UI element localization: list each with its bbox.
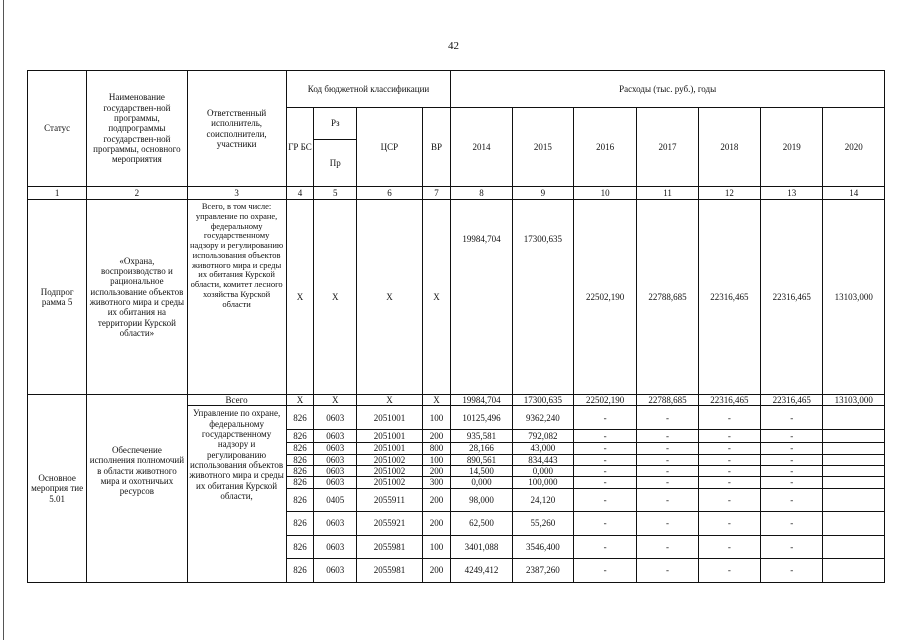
table-cell: 4249,412: [451, 558, 512, 582]
budget-table: [27, 70, 885, 583]
table-cell: 0,000: [512, 466, 573, 477]
table-cell: 100: [422, 406, 451, 430]
table-cell: 98,000: [451, 488, 512, 511]
table-cell: -: [761, 406, 823, 430]
table-cell: -: [761, 511, 823, 535]
table-cell: [823, 558, 885, 582]
header-name: Наименование государствен-ной программы, подпрограммы государствен-ной программы, основного мероприятия: [87, 71, 187, 187]
subprogram-status: Подпрог рамма 5: [28, 200, 87, 395]
table-cell: 0603: [314, 406, 357, 430]
table-cell: 200: [422, 558, 451, 582]
table-cell: -: [761, 454, 823, 465]
table-cell: 0603: [314, 511, 357, 535]
table-cell: [823, 477, 885, 488]
table-cell: 28,166: [451, 443, 512, 454]
header-grbs: ГР БС: [286, 108, 314, 187]
column-number: 2: [87, 187, 187, 200]
total-cell: 13103,000: [823, 395, 885, 406]
header-year: 2016: [573, 108, 636, 187]
measure-status: Основное мероприя тие 5.01: [28, 395, 87, 583]
header-status: Статус: [28, 71, 87, 187]
table-cell: 935,581: [451, 430, 512, 443]
subprogram-rz-pr: X: [314, 200, 357, 395]
table-cell: 826: [286, 511, 314, 535]
table-cell: -: [573, 488, 636, 511]
column-number: 5: [314, 187, 357, 200]
column-numbers-row: [28, 187, 885, 200]
measure-name: Обеспечение исполнения полномочий в области животного мира и охотничьих ресурсов: [87, 395, 187, 583]
table-cell: -: [637, 430, 698, 443]
total-label: Всего: [187, 395, 286, 406]
table-cell: 826: [286, 488, 314, 511]
column-number: 11: [637, 187, 698, 200]
table-cell: 826: [286, 430, 314, 443]
table-cell: 2055981: [357, 558, 422, 582]
column-number: 1: [28, 187, 87, 200]
column-number: 10: [573, 187, 636, 200]
table-cell: 100: [422, 454, 451, 465]
header-pr: Пр: [314, 140, 357, 187]
table-cell: [823, 535, 885, 558]
table-cell: [823, 443, 885, 454]
table-cell: [823, 454, 885, 465]
total-cell: 22316,465: [761, 395, 823, 406]
table-cell: 3401,088: [451, 535, 512, 558]
table-cell: -: [761, 430, 823, 443]
subprogram-csr: X: [357, 200, 422, 395]
total-cell: X: [314, 395, 357, 406]
table-cell: -: [637, 406, 698, 430]
table-cell: [823, 430, 885, 443]
column-number: 13: [761, 187, 823, 200]
page-border-line: [3, 0, 4, 640]
table-cell: -: [761, 477, 823, 488]
table-cell: 2051002: [357, 477, 422, 488]
header-year: 2018: [698, 108, 760, 187]
table-cell: 10125,496: [451, 406, 512, 430]
table-cell: -: [761, 535, 823, 558]
table-cell: -: [573, 454, 636, 465]
header-year: 2017: [637, 108, 698, 187]
subprogram-2015: 17300,635: [512, 200, 573, 395]
table-cell: 2387,260: [512, 558, 573, 582]
table-cell: 2055921: [357, 511, 422, 535]
subprogram-responsible: Всего, в том числе: управление по охране, федеральному государственному надзору и регулированию использования объектов животного мира и среды их обитания Курской области, комитет лесного хозяйства Курской области: [187, 200, 286, 395]
table-cell: 792,082: [512, 430, 573, 443]
table-cell: 0603: [314, 466, 357, 477]
table-cell: -: [698, 535, 760, 558]
table-cell: 43,000: [512, 443, 573, 454]
total-cell: 19984,704: [451, 395, 512, 406]
header-rz: Рз: [314, 108, 357, 140]
table-cell: -: [637, 535, 698, 558]
header-vr: ВР: [422, 108, 451, 187]
measure-responsible: Управление по охране, федеральному государственному надзору и регулированию использования объектов животного мира и среды их обитания Курской области,: [187, 406, 286, 582]
column-number: 12: [698, 187, 760, 200]
table-cell: -: [637, 558, 698, 582]
table-cell: 2051002: [357, 466, 422, 477]
table-cell: 200: [422, 466, 451, 477]
table-cell: 2051001: [357, 406, 422, 430]
column-number: 9: [512, 187, 573, 200]
table-cell: 55,260: [512, 511, 573, 535]
table-cell: -: [637, 454, 698, 465]
table-cell: 0603: [314, 430, 357, 443]
subprogram-row: [28, 200, 885, 395]
subprogram-name: «Охрана, воспроизводство и рациональное использование объектов животного мира и среды их обитания на территории Курской области»: [87, 200, 187, 395]
table-cell: 2055981: [357, 535, 422, 558]
header-year: 2019: [761, 108, 823, 187]
total-cell: 22316,465: [698, 395, 760, 406]
table-cell: -: [637, 477, 698, 488]
table-cell: -: [698, 406, 760, 430]
table-cell: 0603: [314, 454, 357, 465]
table-cell: 100: [422, 535, 451, 558]
page-number: 42: [448, 40, 459, 52]
table-cell: -: [573, 511, 636, 535]
table-cell: 826: [286, 477, 314, 488]
table-cell: 62,500: [451, 511, 512, 535]
subprogram-2019: 22316,465: [761, 200, 823, 395]
table-cell: -: [573, 558, 636, 582]
table-cell: 200: [422, 488, 451, 511]
table-cell: -: [637, 443, 698, 454]
table-cell: -: [698, 558, 760, 582]
table-cell: 0603: [314, 443, 357, 454]
table-cell: -: [637, 511, 698, 535]
table-cell: -: [698, 430, 760, 443]
table-cell: -: [761, 443, 823, 454]
total-cell: 17300,635: [512, 395, 573, 406]
table-cell: 0,000: [451, 477, 512, 488]
table-cell: 0603: [314, 477, 357, 488]
table-cell: -: [573, 466, 636, 477]
header-year: 2020: [823, 108, 885, 187]
header-responsible: Ответственный исполнитель, соисполнители, участники: [187, 71, 286, 187]
table-cell: -: [573, 430, 636, 443]
table-cell: 826: [286, 535, 314, 558]
table-cell: -: [573, 406, 636, 430]
table-cell: 890,561: [451, 454, 512, 465]
table-cell: 826: [286, 454, 314, 465]
column-number: 6: [357, 187, 422, 200]
table-cell: -: [573, 443, 636, 454]
subprogram-vr: X: [422, 200, 451, 395]
header-csr: ЦСР: [357, 108, 422, 187]
table-cell: [823, 466, 885, 477]
column-number: 14: [823, 187, 885, 200]
header-year: 2015: [512, 108, 573, 187]
subprogram-2020: 13103,000: [823, 200, 885, 395]
table-cell: 834,443: [512, 454, 573, 465]
table-cell: [823, 488, 885, 511]
table-cell: 9362,240: [512, 406, 573, 430]
column-number: 8: [451, 187, 512, 200]
table-cell: 826: [286, 443, 314, 454]
table-cell: -: [698, 454, 760, 465]
table-cell: -: [698, 511, 760, 535]
table-cell: -: [698, 477, 760, 488]
table-cell: [823, 406, 885, 430]
total-cell: 22502,190: [573, 395, 636, 406]
table-cell: 200: [422, 430, 451, 443]
table-cell: -: [573, 477, 636, 488]
subprogram-2018: 22316,465: [698, 200, 760, 395]
table-cell: 24,120: [512, 488, 573, 511]
table-cell: 200: [422, 511, 451, 535]
total-cell: X: [422, 395, 451, 406]
table-cell: 0405: [314, 488, 357, 511]
table-cell: 0603: [314, 535, 357, 558]
table-cell: 14,500: [451, 466, 512, 477]
header-expenses: Расходы (тыс. руб.), годы: [451, 71, 885, 108]
column-number: 4: [286, 187, 314, 200]
table-cell: -: [698, 488, 760, 511]
table-cell: -: [761, 466, 823, 477]
subprogram-grbs: X: [286, 200, 314, 395]
column-number: 7: [422, 187, 451, 200]
table-cell: -: [637, 488, 698, 511]
table-cell: -: [637, 466, 698, 477]
table-cell: -: [698, 443, 760, 454]
table-cell: -: [761, 488, 823, 511]
subprogram-2016: 22502,190: [573, 200, 636, 395]
table-cell: -: [698, 466, 760, 477]
total-cell: X: [286, 395, 314, 406]
table-cell: 800: [422, 443, 451, 454]
table-cell: -: [573, 535, 636, 558]
table-cell: 2051001: [357, 443, 422, 454]
total-cell: 22788,685: [637, 395, 698, 406]
table-cell: 826: [286, 558, 314, 582]
table-cell: [823, 511, 885, 535]
column-number: 3: [187, 187, 286, 200]
table-cell: 0603: [314, 558, 357, 582]
table-cell: 300: [422, 477, 451, 488]
table-cell: 2055911: [357, 488, 422, 511]
table-cell: 3546,400: [512, 535, 573, 558]
table-cell: -: [761, 558, 823, 582]
subprogram-2017: 22788,685: [637, 200, 698, 395]
table-cell: 826: [286, 466, 314, 477]
measure-total-row: [28, 395, 885, 406]
table-cell: 2051001: [357, 430, 422, 443]
table-cell: 2051002: [357, 454, 422, 465]
header-year: 2014: [451, 108, 512, 187]
subprogram-2014: 19984,704: [451, 200, 512, 395]
table-cell: 100,000: [512, 477, 573, 488]
header-budget-code: Код бюджетной классификации: [286, 71, 451, 108]
total-cell: X: [357, 395, 422, 406]
table-cell: 826: [286, 406, 314, 430]
